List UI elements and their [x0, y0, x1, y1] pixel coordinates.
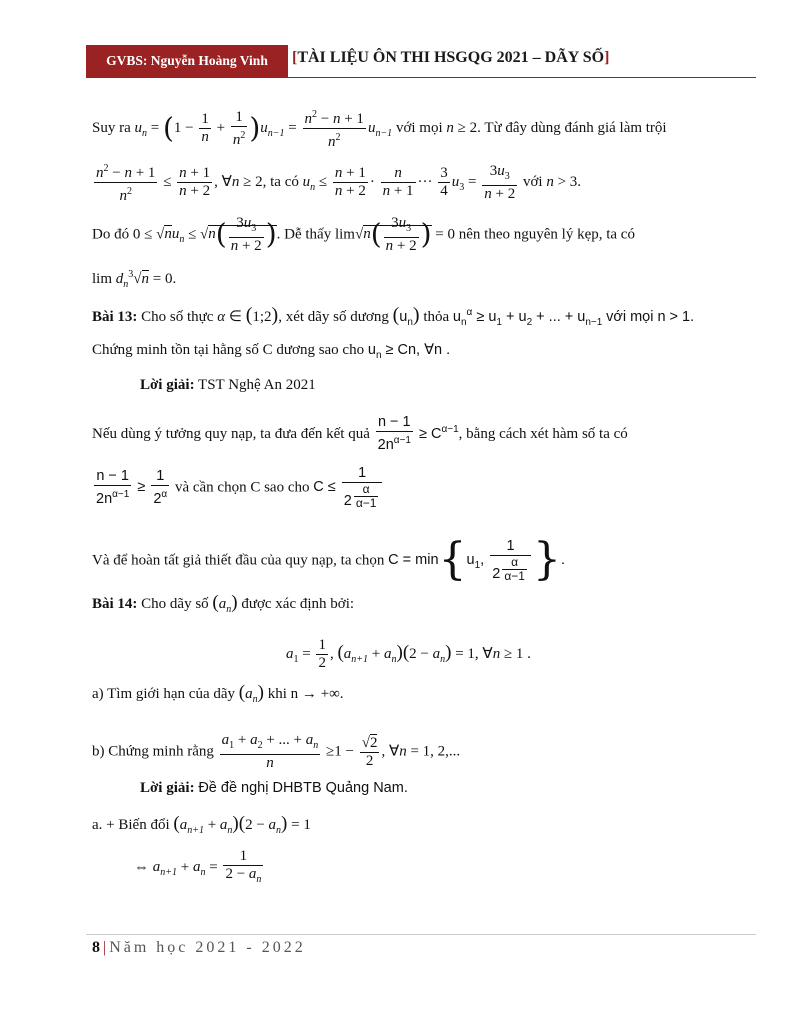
line-danh-gia: $\frac{n^2 - n + 1}{n^2}$ ≤ $\frac{n + 1}{n + 2}$ , ∀n ≥ 2, ta có $u_n$ ≤ $\frac{n + 1}{n + 2}$ · $\frac{n}{n + 1}$ ··· $\frac{3}{4}$ $u_3$ = $\frac{3u_3}{n + 2}$ với n > 3. [92, 160, 581, 205]
bai13-line2: Chứng minh tồn tại hằng số C dương sao cho $u_n \ge Cn$, ∀n . [92, 342, 451, 361]
bai13-statement: Bài 13: Cho số thực α ∈ (1;2), xét dãy số dương $(u_n)$ thỏa $u_n^\alpha \ge u_1 + u_2$ + ... + $u_{n-1}$ với mọi n > 1. [92, 303, 695, 328]
header-author: GVBS: Nguyễn Hoàng Vinh [86, 45, 288, 77]
header-title-text: TÀI LIỆU ÔN THI HSGQG 2021 – DÃY SỐ [297, 49, 605, 66]
header-rule [86, 77, 756, 78]
page-number: 8 [92, 939, 100, 956]
line-hoan-tat: Và để hoàn tất giả thiết đầu của quy nạp, ta chọn $C = \min\{u_1$, 1 2 $^{\frac{\alpha}{\alpha-1}}$ }. [92, 534, 565, 586]
sol-a-equiv: ⇔ $a_{n+1} + a_n$ = $\frac{1}{2 - a_n}$ [134, 848, 262, 885]
footer: 8 | Năm học 2021 - 2022 [92, 939, 306, 956]
line-suy-ra: Suy ra $u_n = (1$ − $\frac{1}{n}$ + $\frac{1}{n^2}$ )$u_{n-1}$ = $\frac{n^2 - n + 1}{n^2}$ $u_{n-1}$ với mọi n ≥ 2. Từ đây dùng đánh giá làm trội [92, 106, 667, 151]
line-do-do: Do đó $0 \le √nu_n \le √n$( $\frac{3u_3}{n + 2}$ ). Dễ thấy lim√n( $\frac{3u_3}{n + 2}$ ) = 0 nên theo nguyên lý kẹp, ta có [92, 215, 635, 254]
bai14-statement: Bài 14: Cho dãy số $(a_n)$ được xác định bởi: [92, 592, 355, 615]
line-lim: $\lim d_n^3√n = 0$. [92, 269, 177, 290]
bai14-part-b: b) Chứng minh rằng $\frac{a_1 + a_2 + ... + a_n}{n}$ ≥1 − $\frac{√2}{2}$ , ∀n = 1, 2,... [92, 732, 461, 771]
line-chon-c: $\frac{n - 1}{2n^{\alpha-1}}$ ≥ $\frac{1}{2^\alpha}$ và cần chọn C sao cho C ≤ 1 2 $^{\frac{\alpha}{\alpha-1}}$ [92, 465, 384, 510]
loigiai-13: Lời giải: TST Nghệ An 2021 [140, 377, 316, 393]
sol-a-transform: a. + Biến đổi $(a_{n+1} + a_n)(2 - a_n) = 1$ [92, 813, 311, 836]
bai14-part-a: a) Tìm giới hạn của dãy $(a_n)$ khi n → +∞. [92, 682, 344, 705]
bai14-definition: $a_1$ = $\frac{1}{2}$ , $(a_{n+1} + a_n)(2 - a_n) = 1$, ∀n ≥ 1 . [286, 637, 531, 671]
line-quy-nap: Nếu dùng ý tưởng quy nạp, ta đưa đến kết quả $\frac{n - 1}{2n^{\alpha-1}}$ ≥ $C^{\alpha-1}$, bằng cách xét hàm số ta có [92, 414, 628, 453]
header-title: [TÀI LIỆU ÔN THI HSGQG 2021 – DÃY SỐ] [292, 49, 610, 66]
loigiai-14: Lời giải: Đề đề nghị DHBTB Quảng Nam. [140, 780, 408, 796]
footer-year: Năm học 2021 - 2022 [109, 939, 306, 956]
footer-rule [86, 934, 756, 935]
